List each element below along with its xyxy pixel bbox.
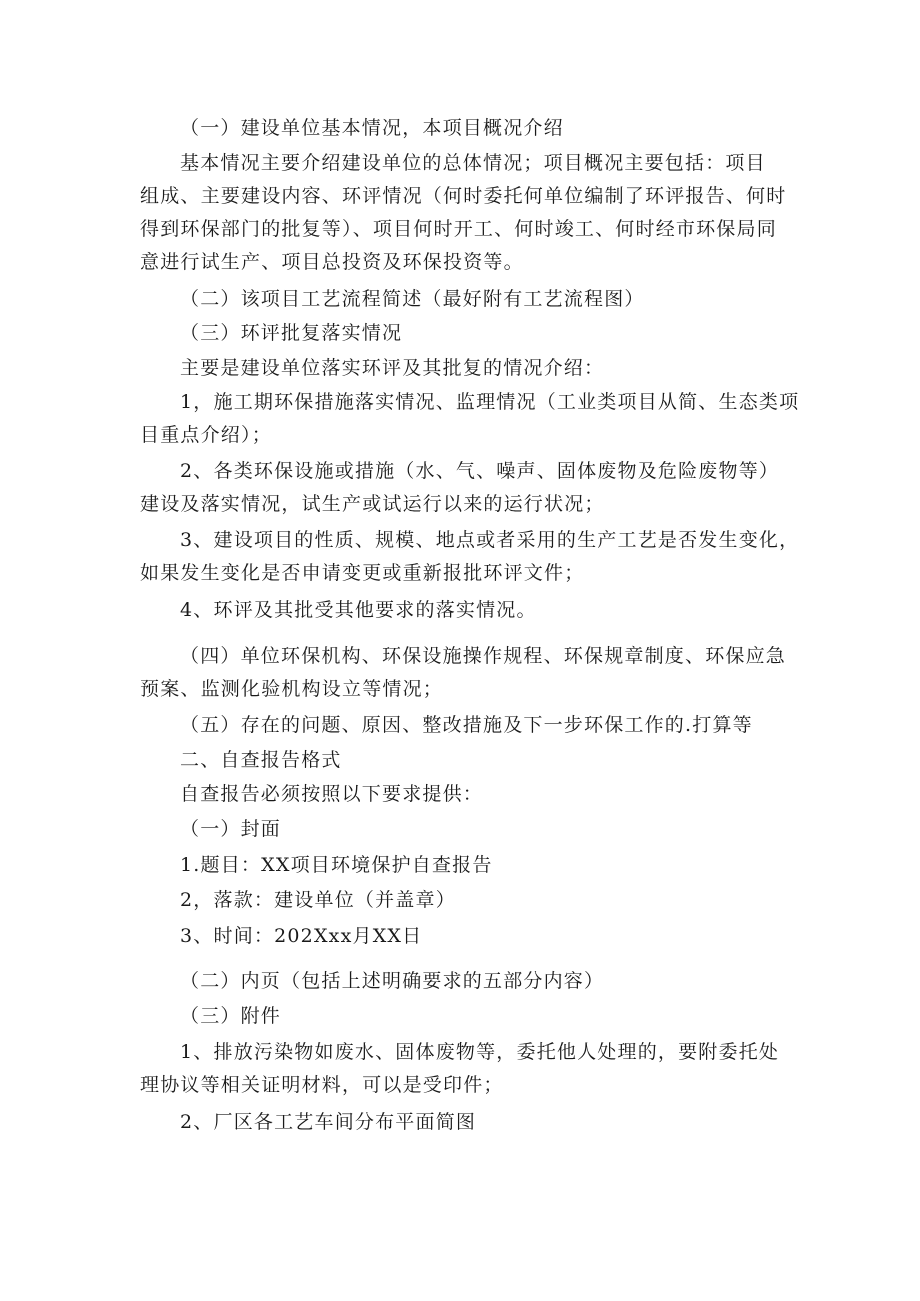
paragraph-line: 目重点介绍）； — [140, 424, 272, 446]
cover-item-date: 3、时间：202Xxx月XX日 — [180, 925, 423, 947]
paragraph-line: 预案、监测化验机构设立等情况； — [140, 678, 444, 700]
paragraph-line: 建设及落实情况，试生产或试运行以来的运行状况； — [140, 493, 605, 515]
attachment-item-1 — [140, 1036, 785, 1102]
item-3-changes — [140, 524, 800, 590]
heading-inner-pages: （二）内页（包括上述明确要求的五部分内容） — [180, 970, 605, 992]
cover-item-title: 1.题目：XX项目环境保护自查报告 — [180, 854, 493, 876]
heading-cover: （一）封面 — [180, 818, 282, 840]
cover-item-signature: 2，落款：建设单位（并盖章） — [180, 889, 456, 911]
paragraph-line: 理协议等相关证明材料，可以是受印件； — [140, 1074, 504, 1096]
paragraph-line: 得到环保部门的批复等）、项目何时开工、何时竣工、何时经市环保局同 — [140, 218, 777, 240]
paragraph-approval-intro: 主要是建设单位落实环评及其批复的情况介绍： — [180, 357, 605, 379]
item-2-facilities — [140, 455, 785, 521]
paragraph-line: 2、各类环保设施或措施（水、气、噪声、固体废物及危险废物等） — [180, 460, 780, 482]
heading-4-organization — [140, 640, 785, 706]
paragraph-line: 基本情况主要介绍建设单位的总体情况；项目概况主要包括：项目 — [180, 152, 766, 174]
paragraph-line: 1、排放污染物如废水、固体废物等，委托他人处理的，要附委托处 — [180, 1041, 780, 1063]
section-2-report-format: 二、自查报告格式 — [180, 749, 342, 771]
paragraph-format-intro: 自查报告必须按照以下要求提供： — [180, 783, 484, 805]
attachment-item-2: 2、厂区各工艺车间分布平面简图 — [180, 1111, 477, 1133]
paragraph-line: （四）单位环保机构、环保设施操作规程、环保规章制度、环保应急 — [180, 645, 787, 667]
item-1-construction — [140, 386, 800, 452]
item-4-requirements: 4、环评及其批受其他要求的落实情况。 — [180, 599, 537, 621]
paragraph-line: 如果发生变化是否申请变更或重新报批环评文件； — [140, 562, 585, 584]
paragraph-line: 1，施工期环保措施落实情况、监理情况（工业类项目从简、生态类项 — [180, 391, 800, 413]
heading-3-approval: （三）环评批复落实情况 — [180, 322, 403, 344]
paragraph-line: 3、建设项目的性质、规模、地点或者采用的生产工艺是否发生变化， — [180, 529, 800, 551]
paragraph-line: 组成、主要建设内容、环评情况（何时委托何单位编制了环评报告、何时 — [140, 185, 787, 207]
paragraph-basic-info — [140, 147, 785, 279]
heading-attachments: （三）附件 — [180, 1005, 282, 1027]
heading-2-process: （二）该项目工艺流程简述（最好附有工艺流程图） — [180, 288, 645, 310]
heading-1-basic-info: （一）建设单位基本情况，本项目概况介绍 — [180, 117, 564, 139]
heading-5-issues: （五）存在的问题、原因、整改措施及下一步环保工作的.打算等 — [180, 714, 753, 736]
paragraph-line: 意进行试生产、项目总投资及环保投资等。 — [140, 251, 524, 273]
